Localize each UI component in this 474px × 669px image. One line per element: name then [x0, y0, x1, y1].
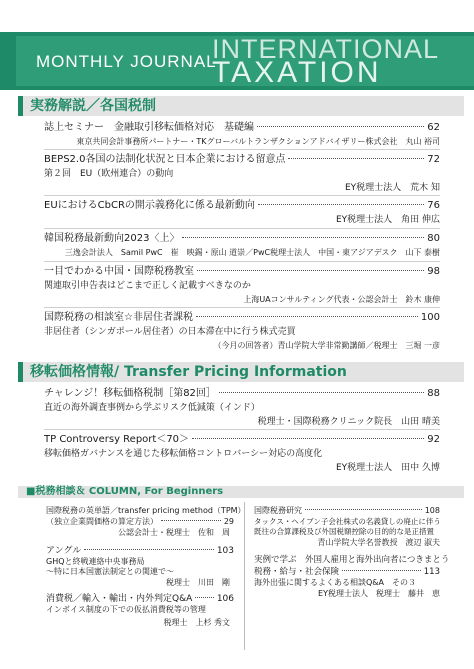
toc-leader: [257, 126, 424, 127]
toc-title-row: [44, 387, 440, 400]
section-title: ■税務相談＆ COLUMN, For Beginners: [26, 486, 224, 497]
toc-page: 98: [427, 266, 440, 277]
column-title-row: [46, 594, 234, 604]
column-title: 消費税／輸入・輸出・内外判定Q&A: [46, 594, 193, 604]
toc-author: 東京共同会計事務所パートナー・TKグローバルトランザクションアドバイザリー株式会社 丸山 裕司: [76, 137, 440, 146]
toc-subtitle: 関連取引申告表はどこまで正しく記載すべきなのか: [44, 281, 251, 291]
column-title-row: [46, 517, 234, 527]
toc-title: チャレンジ！移転価格税制［第82回］: [44, 388, 216, 399]
column-title-cont: 税務・給与・社会保険: [254, 567, 340, 577]
column-subtitle: タックス・ヘイブン子会社株式の名義貸しの廃止に伴う: [254, 517, 441, 526]
section-marker: [18, 362, 23, 382]
divider: [44, 429, 440, 430]
toc-title-row: [44, 265, 440, 278]
toc-leader: [342, 570, 421, 571]
column-page: 108: [424, 506, 440, 515]
toc-title: 韓国税務最新動向2023〈上〉: [44, 233, 180, 244]
toc-title: BEPS2.0各国の法制化状況と日本企業における留意点: [44, 154, 286, 165]
toc-leader: [258, 204, 424, 205]
divider: [44, 228, 440, 229]
column-subtitle: インボイス制度の下での仮払消費税等の管理: [46, 605, 206, 614]
column-title-row: [254, 506, 440, 516]
toc-author: EY税理士法人 田中 久博: [335, 463, 440, 473]
column-page: 113: [423, 567, 440, 577]
column-divider: [244, 502, 245, 650]
toc-title: 誌上セミナー 金融取引移転価格対応 基礎編: [44, 122, 254, 133]
column-subtitle: 既往の合算課税及び外国税額控除の目的的な是正措置: [254, 527, 434, 536]
toc-title-row: [44, 121, 440, 134]
toc-leader: [288, 158, 424, 159]
toc-leader: [197, 270, 424, 271]
column-page: 29: [223, 517, 234, 526]
masthead-taxation: TAXATION: [212, 56, 382, 89]
column-subtitle: 海外出張に関するよくある相談Q&A その３: [254, 578, 417, 587]
toc-title-row: [44, 311, 440, 324]
section-title: 移転価格情報/ Transfer Pricing Information: [30, 364, 347, 380]
section-marker: [18, 96, 23, 116]
divider: [44, 195, 440, 196]
column-title: 実例で学ぶ 外国人雇用と海外出向者につきまとう: [254, 555, 450, 565]
toc-title-row: [44, 232, 440, 245]
toc-subtitle: 直近の海外調査事例から学ぶリスク低減策（インド）: [44, 403, 260, 413]
masthead-international: INTERNATIONAL: [212, 34, 440, 64]
divider: [44, 261, 440, 262]
toc-author: 三逸会計法人 Samil PwC 崔 映錫・原山 道崇／PwC税理士法人 中国・東アジアデスク 山下 泰樹: [64, 248, 440, 257]
toc-page: 88: [427, 388, 440, 399]
column-author: 税理士 上杉 秀文: [163, 618, 230, 627]
toc-page: 92: [427, 434, 440, 445]
column-title-cont: （独立企業間価格の算定方法）: [46, 517, 158, 526]
toc-title-row: [44, 199, 440, 212]
toc-leader: [305, 509, 422, 510]
toc-author: 上海UAコンサルティング代表・公認会計士 鈴木 康伸: [243, 295, 440, 304]
column-page: 103: [216, 546, 234, 556]
toc-author: 税理士・国際税務クリニック院長 山田 晴美: [257, 417, 440, 427]
column-title: 国際税務研究: [254, 506, 302, 515]
toc-title: 国際税務の相談室☆非居住者課税: [44, 312, 193, 323]
column-author: 税理士 川田 剛: [166, 578, 230, 587]
column-subtitle: GHQと終戦連絡中央事務局: [46, 557, 145, 566]
toc-title: EUにおけるCbCRの開示義務化に係る最新動向: [44, 200, 255, 211]
section-header-transfer-pricing: [18, 362, 464, 382]
toc-leader: [182, 237, 424, 238]
toc-leader: [192, 438, 424, 439]
column-author: 公認会計士・税理士 佐和 周: [118, 528, 230, 537]
toc-page: 72: [427, 154, 440, 165]
section-title: 実務解説／各国税制: [30, 98, 156, 114]
toc-subtitle: 移転価格ガバナンスを通じた移転価格コントロバーシー対応の高度化: [44, 449, 323, 459]
column-subtitle: ～特に日本国憲法制定との関連で～: [46, 567, 174, 576]
section-header-practice: [18, 96, 464, 116]
toc-author: EY税理士法人 角田 伸広: [335, 215, 440, 225]
toc-leader: [161, 520, 221, 521]
toc-leader: [195, 597, 214, 598]
column-title: 国際税務の英単語／transfer pricing method（TPM）: [46, 506, 246, 515]
toc-page: 76: [427, 200, 440, 211]
section-header-column: [18, 486, 464, 498]
toc-title-row: [44, 153, 440, 166]
column-author: 青山学院大学名誉教授 渡辺 淑夫: [317, 538, 440, 547]
toc-author: （今月の回答者）青山学院大学非常勤講師／税理士 三堀 一彦: [213, 341, 440, 350]
toc-subtitle: 第２回 EU（欧州連合）の動向: [44, 169, 174, 179]
toc-leader: [84, 549, 214, 550]
column-page: 106: [216, 594, 234, 604]
toc-title: 一目でわかる中国・国際税務教室: [44, 266, 194, 277]
column-author: EY税理士法人 税理士 藤井 恵: [318, 589, 440, 598]
toc-page: 80: [427, 233, 440, 244]
toc-leader: [196, 316, 418, 317]
toc-page: 62: [427, 122, 440, 133]
column-title: アングル: [46, 546, 82, 556]
divider: [44, 307, 440, 308]
column-title-row: [46, 546, 234, 556]
toc-author: EY税理士法人 荒木 知: [344, 183, 440, 193]
toc-title: TP Controversy Report＜70＞: [44, 434, 190, 445]
masthead-monthly-journal: MONTHLY JOURNAL: [36, 52, 217, 71]
divider: [44, 149, 440, 150]
column-title-row: [254, 567, 440, 577]
toc-page: 100: [420, 312, 440, 323]
toc-leader: [219, 392, 424, 393]
toc-title-row: [44, 433, 440, 446]
toc-subtitle: 非居住者（シンガポール居住者）の日本滞在中に行う株式売買: [44, 327, 296, 337]
